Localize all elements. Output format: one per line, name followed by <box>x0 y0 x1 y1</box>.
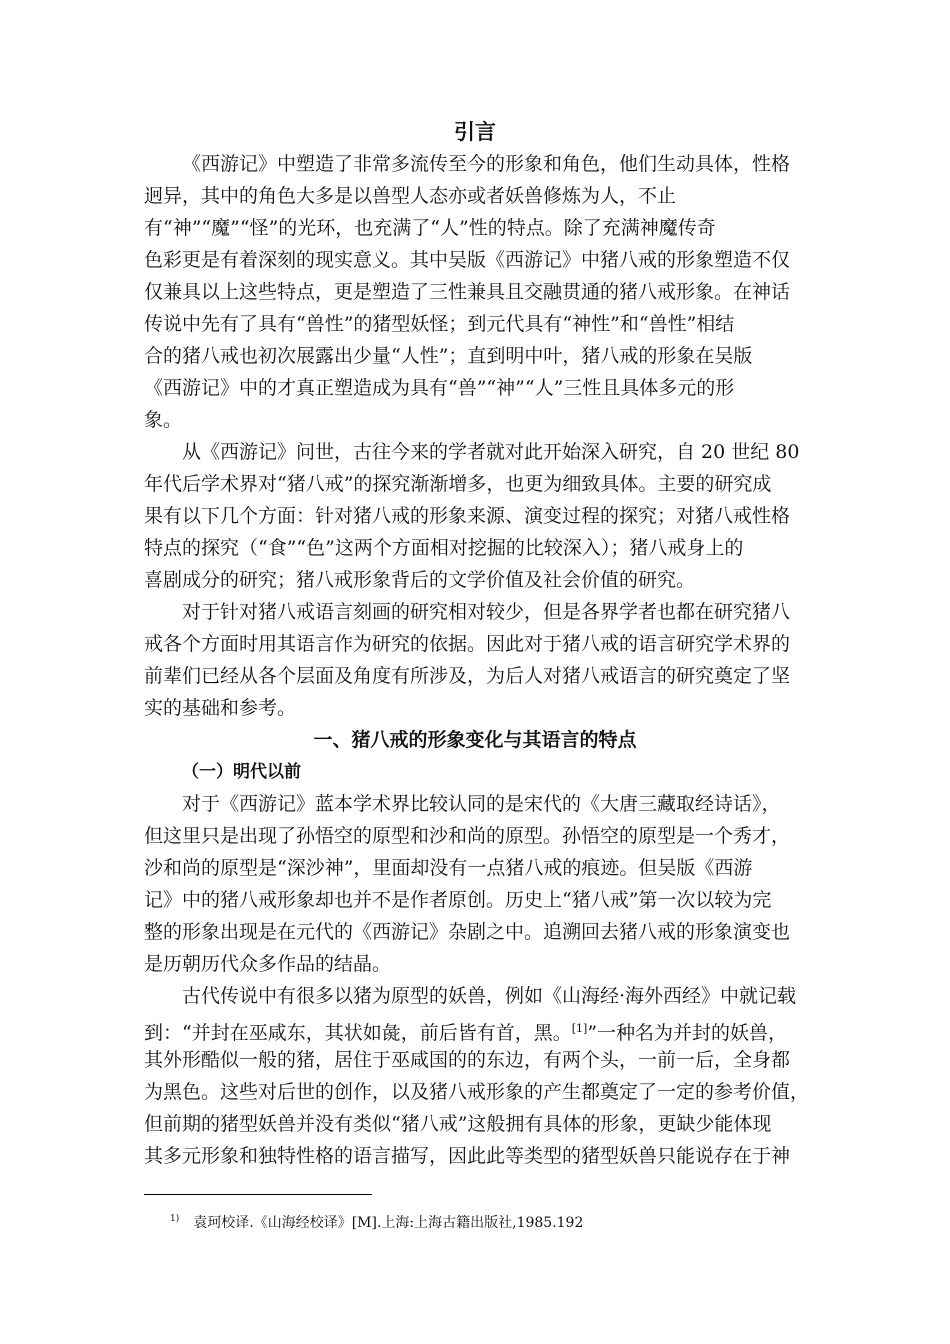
intro-line: 特点的探究（“食”“色”这两个方面相对挖掘的比较深入）；猪八戒身上的 <box>144 537 744 559</box>
footnote-divider <box>144 1194 372 1195</box>
body-line: 但前期的猪型妖兽并没有类似“猪八戒”这般拥有具体的形象，更缺少能体现 <box>144 1113 772 1135</box>
body-line: 记》中的猪八戒形象却也并不是作者原创。历史上“猪八戒”第一次以较为完 <box>144 889 772 911</box>
section-heading: 一、猪八戒的形象变化与其语言的特点 <box>313 729 637 751</box>
footnote-text: 袁珂校译.《山海经校译》[M].上海:上海古籍出版社,1985.192 <box>193 1215 584 1231</box>
body-line: 为黑色。这些对后世的创作，以及猪八戒形象的产生都奠定了一定的参考价值， <box>144 1081 810 1103</box>
intro-line: 传说中先有了具有“兽性”的猪型妖怪；到元代具有“神性”和“兽性”相结 <box>144 313 735 335</box>
body-line: 是历朝历代众多作品的结晶。 <box>144 953 392 975</box>
body-line: 沙和尚的原型是“深沙神”，里面却没有一点猪八戒的痕迹。但吴版《西游 <box>144 857 753 879</box>
intro-line: 从《西游记》问世，古往今来的学者就对此开始深入研究，自 20 世纪 80 <box>182 441 800 463</box>
body-line-text: 到：“并封在巫咸东，其状如彘，前后皆有首，黑。 <box>144 1022 572 1044</box>
intro-line: 仅兼具以上这些特点，更是塑造了三性兼具且交融贯通的猪八戒形象。在神话 <box>144 281 791 303</box>
body-line: 对于《西游记》蓝本学术界比较认同的是宋代的《大唐三藏取经诗话》， <box>182 793 781 815</box>
intro-line: 喜剧成分的研究；猪八戒形象背后的文学价值及社会价值的研究。 <box>144 569 696 591</box>
body-line: 其外形酷似一般的猪，居住于巫咸国的的东边，有两个头，一前一后，全身都 <box>144 1049 791 1071</box>
body-line: 整的形象出现是在元代的《西游记》杂剧之中。追溯回去猪八戒的形象演变也 <box>144 921 791 943</box>
footnote <box>170 1208 583 1234</box>
body-line: 古代传说中有很多以猪为原型的妖兽，例如《山海经·海外西经》中就记载 <box>182 985 797 1007</box>
intro-line: 象。 <box>144 409 183 431</box>
intro-line: 《西游记》中的才真正塑造成为具有“兽”“神”“人”三性且具体多元的形 <box>144 377 735 399</box>
intro-line: 实的基础和参考。 <box>144 697 297 719</box>
intro-line: 有“神”“魔”“怪”的光环，也充满了“人”性的特点。除了充满神魔传奇 <box>144 217 716 239</box>
intro-line: 合的猪八戒也初次展露出少量“人性”；直到明中叶，猪八戒的形象在吴版 <box>144 345 753 367</box>
body-line-text: ”一种名为并封的妖兽， <box>587 1022 788 1044</box>
body-line: 但这里只是出现了孙悟空的原型和沙和尚的原型。孙悟空的原型是一个秀才， <box>144 825 791 847</box>
intro-line: 《西游记》中塑造了非常多流传至今的形象和角色，他们生动具体，性格 <box>182 153 791 175</box>
intro-line: 前辈们已经从各个层面及角度有所涉及，为后人对猪八戒语言的研究奠定了坚 <box>144 665 791 687</box>
body-line-with-citation <box>144 1013 804 1049</box>
subsection-heading: （一）明代以前 <box>182 762 301 782</box>
intro-line: 年代后学术界对“猪八戒”的探究渐渐增多，也更为细致具体。主要的研究成 <box>144 473 772 495</box>
intro-line: 对于针对猪八戒语言刻画的研究相对较少，但是各界学者也都在研究猪八 <box>182 601 791 623</box>
footnote-mark: 1) <box>170 1214 180 1224</box>
intro-line: 果有以下几个方面：针对猪八戒的形象来源、演变过程的探究；对猪八戒性格 <box>144 505 791 527</box>
page-title: 引言 <box>454 120 496 144</box>
body-line: 其多元形象和独特性格的语言描写，因此此等类型的猪型妖兽只能说存在于神 <box>144 1145 791 1167</box>
intro-line: 迥异，其中的角色大多是以兽型人态亦或者妖兽修炼为人，不止 <box>144 185 677 207</box>
intro-line: 戒各个方面时用其语言作为研究的依据。因此对于猪八戒的语言研究学术界的 <box>144 633 791 655</box>
intro-line: 色彩更是有着深刻的现实意义。其中吴版《西游记》中猪八戒的形象塑造不仅 <box>144 249 791 271</box>
citation-mark[interactable]: [1] <box>571 1022 588 1035</box>
